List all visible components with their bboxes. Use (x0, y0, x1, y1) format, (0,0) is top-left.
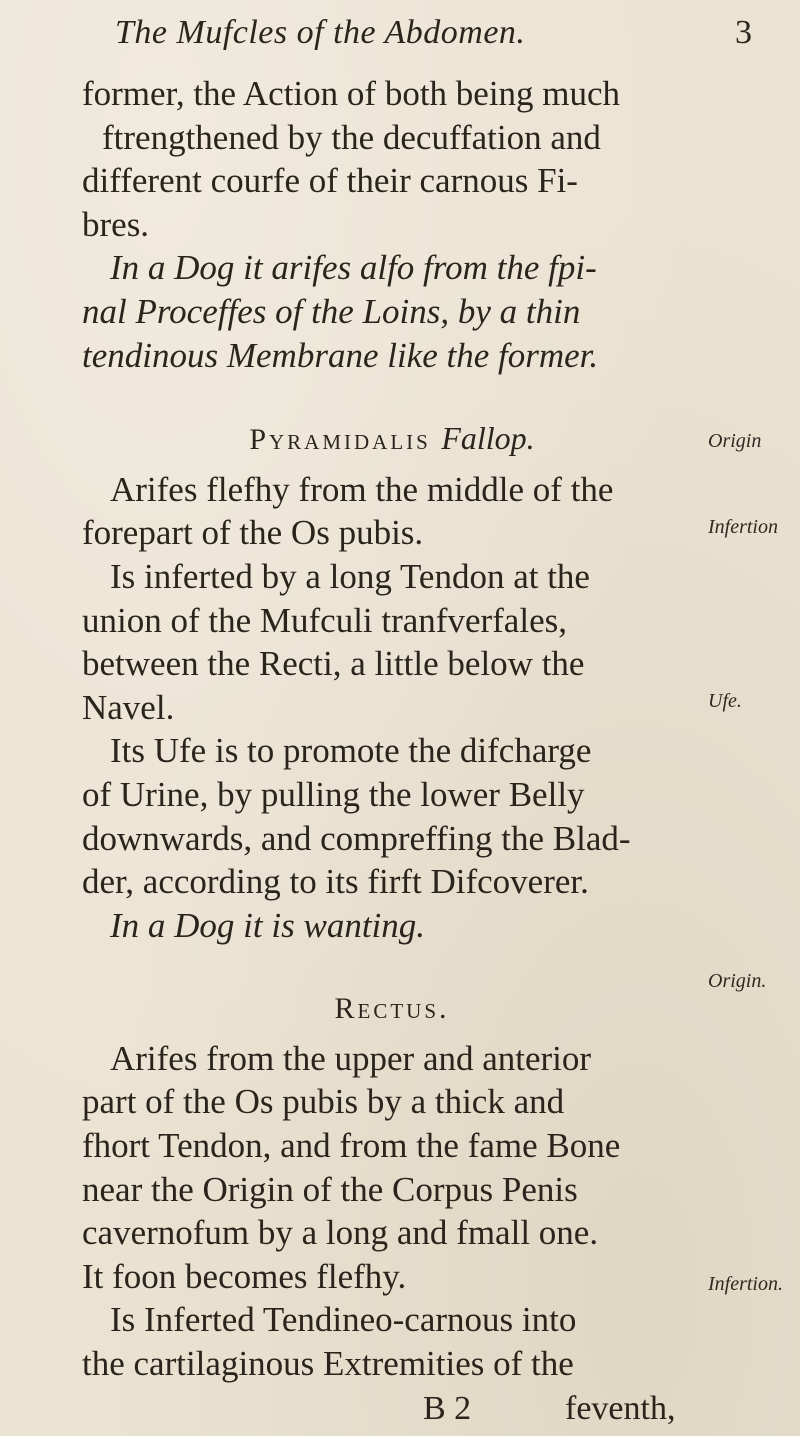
text-line: fhort Tendon, and from the fame Bone (82, 1126, 621, 1166)
text-line: former, the Action of both being much (82, 74, 621, 113)
text-line: different courfe of their carnous Fi- (82, 161, 578, 201)
catchword: feventh, (565, 1390, 676, 1427)
section-heading-rectus: Rectus. (334, 992, 450, 1026)
text-line: In a Dog it arifes alfo from the fpi- (110, 248, 597, 288)
body-text (82, 72, 702, 1386)
margin-note-origin: Origin. (708, 970, 767, 992)
margin-note-use: Ufe. (708, 690, 742, 712)
text-line: tendinous Membrane like the former. (82, 335, 599, 375)
text-line: Is Inferted Tendineo-carnous into (110, 1300, 577, 1340)
text-line: cavernofum by a long and fmall one. (82, 1213, 599, 1253)
text-line: Is inferted by a long Tendon at the (110, 556, 590, 596)
margin-note-insertion: Infertion (708, 516, 778, 538)
text-line: the cartilaginous Extremities of the (82, 1344, 574, 1384)
text-line: near the Origin of the Corpus Penis (82, 1169, 578, 1209)
section-heading-pyramidalis (82, 417, 702, 462)
signature-mark: B 2 (423, 1390, 472, 1427)
text-line: ftrengthened by the decuffation and (102, 117, 601, 157)
text-line: forepart of the Os pubis. (82, 513, 424, 553)
text-line: downwards, and compreffing the Blad- (82, 818, 631, 858)
margin-note-insertion: Infertion. (708, 1273, 783, 1295)
text-line: nal Proceffes of the Loins, by a thin (82, 291, 581, 331)
text-line: part of the Os pubis by a thick and (82, 1082, 565, 1122)
section-heading-title: Pyramidalis (249, 423, 431, 457)
text-line: der, according to its firft Difcoverer. (82, 862, 589, 902)
text-line: Its Ufe is to promote the difcharge (110, 731, 592, 771)
text-line: In a Dog it is wanting. (110, 905, 426, 945)
text-line: Arifes from the upper and anterior (110, 1038, 592, 1078)
text-line: of Urine, by pulling the lower Belly (82, 774, 585, 814)
text-line: It foon becomes flefhy. (82, 1256, 407, 1296)
text-line: bres. (82, 204, 150, 244)
section-heading-author: Fallop. (441, 420, 535, 457)
page-number: 3 (735, 14, 752, 51)
text-line: Navel. (82, 687, 175, 727)
text-line: union of the Mufculi tranfverfales, (82, 600, 567, 640)
running-head-title: The Mufcles of the Abdomen. (115, 14, 526, 51)
margin-note-origin: Origin (708, 430, 762, 452)
text-line: Arifes flefhy from the middle of the (110, 469, 614, 509)
text-line: between the Recti, a little below the (82, 644, 585, 684)
